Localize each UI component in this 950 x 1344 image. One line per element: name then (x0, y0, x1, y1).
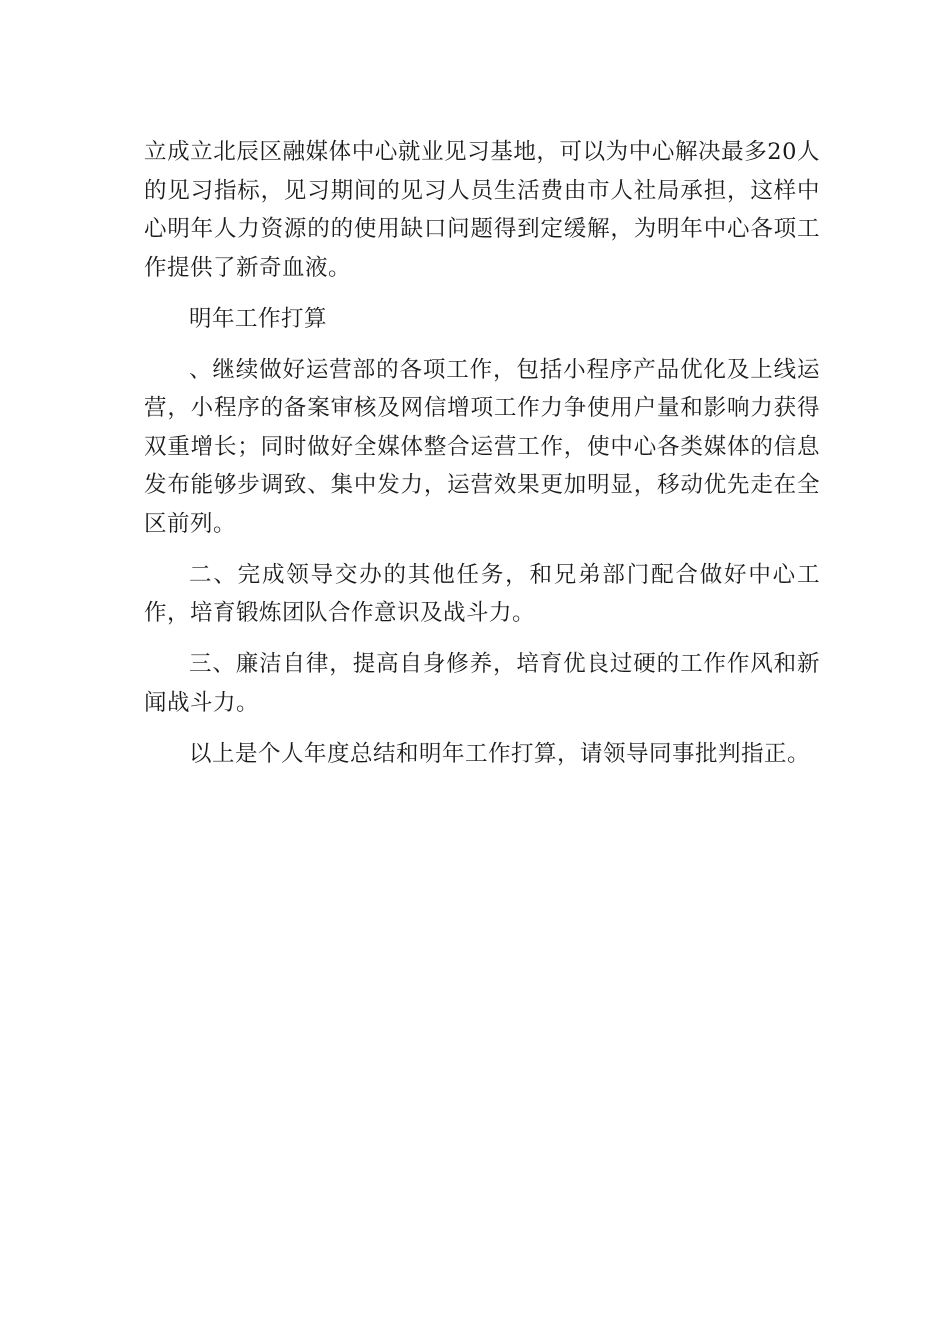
plan-item-2: 二、完成领导交办的其他任务，和兄弟部门配合做好中心工作，培育锻炼团队合作意识及战斗力。 (144, 561, 820, 626)
document-body (144, 133, 820, 786)
plan-item-3: 三、廉洁自律，提高自身修养，培育优良过硬的工作作风和新闻战斗力。 (144, 651, 820, 716)
paragraph-continuation: 立成立北辰区融媒体中心就业见习基地，可以为中心解决最多20人的见习指标，见习期间的见习人员生活费由市人社局承担，这样中心明年人力资源的的使用缺口问题得到定缓解，为明年中心各项工作提供了新奇血液。 (144, 139, 820, 281)
plan-item-1: 、继续做好运营部的各项工作，包括小程序产品优化及上线运营，小程序的备案审核及网信增项工作力争使用户量和影响力获得双重增长；同时做好全媒体整合运营工作，使中心各类媒体的信息发布能够步调致、集中发力，运营效果更加明显，移动优先走在全区前列。 (144, 356, 820, 537)
closing-paragraph: 以上是个人年度总结和明年工作打算，请领导同事批判指正。 (189, 740, 811, 767)
section-heading-next-year-plan: 明年工作打算 (189, 305, 328, 332)
